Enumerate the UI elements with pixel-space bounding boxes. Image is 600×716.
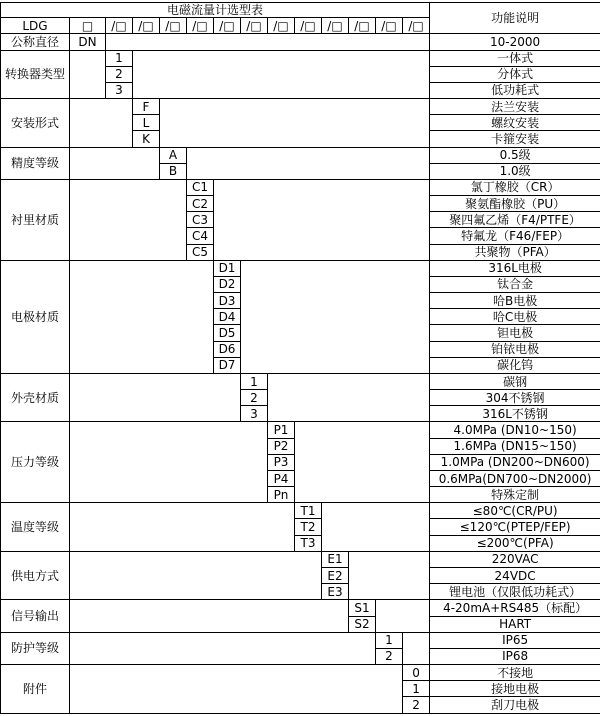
code-cell: 1 [241,373,268,389]
model-slot: /□ [295,18,322,34]
spacer-cell [133,50,430,99]
desc-cell: IP68 [430,648,600,664]
spacer-cell [70,373,241,422]
table-row [1,179,600,195]
desc-cell: 卡箍安装 [430,131,600,147]
code-cell: 2 [106,66,133,82]
desc-cell: 哈B电极 [430,293,600,309]
code-cell: P2 [268,438,295,454]
code-cell: D5 [214,325,241,341]
code-cell: P1 [268,422,295,438]
code-cell: C2 [187,196,214,212]
spacer-cell [70,179,187,260]
spacer-cell [70,260,214,373]
category-label: 防护等级 [1,632,70,664]
table-row [1,600,600,616]
category-label: 外壳材质 [1,373,70,422]
spacer-cell [268,373,430,422]
desc-cell: ≤80℃(CR/PU) [430,503,600,519]
code-cell: 3 [106,82,133,98]
table-row [1,422,600,438]
code-cell: T3 [295,535,322,551]
table-row [1,99,600,115]
table-row [1,50,600,66]
desc-cell: 法兰安装 [430,99,600,115]
category-label: 公称直径 [1,34,70,50]
model-slot: /□ [376,18,403,34]
spacer-cell [376,600,430,632]
desc-cell: 304不锈钢 [430,390,600,406]
spacer-cell [70,600,349,632]
category-label: 安装形式 [1,99,70,148]
code-cell: T2 [295,519,322,535]
table-row [1,34,600,50]
table-row [1,665,600,681]
table-row [1,373,600,389]
table-row [1,3,600,18]
code-cell: E1 [322,551,349,567]
spacer-cell [70,50,106,99]
desc-cell: 0.5级 [430,147,600,163]
code-cell: D1 [214,260,241,276]
code-cell: C3 [187,212,214,228]
spacer-cell [295,422,430,503]
spacer-cell [322,503,430,552]
desc-cell: 聚氨酯橡胶（PU） [430,196,600,212]
code-cell: 2 [241,390,268,406]
desc-cell: 氯丁橡胶（CR） [430,179,600,195]
desc-cell: 316L电极 [430,260,600,276]
desc-cell: 不接地 [430,665,600,681]
category-label: 压力等级 [1,422,70,503]
code-cell: D4 [214,309,241,325]
desc-cell: HART [430,616,600,632]
code-cell: DN [70,34,106,50]
spacer-cell [214,179,430,260]
desc-cell: ≤120℃(PTEP/FEP) [430,519,600,535]
desc-cell: 特殊定制 [430,487,600,503]
code-cell: D7 [214,357,241,373]
code-cell: P3 [268,454,295,470]
category-label: 衬里材质 [1,179,70,260]
desc-cell: 碳化钨 [430,357,600,373]
function-header: 功能说明 [430,3,600,34]
spacer-cell [70,503,295,552]
model-slot: /□ [322,18,349,34]
table-row [1,260,600,276]
desc-cell: 1.0MPa (DN200~DN600) [430,454,600,470]
desc-cell: 4.0MPa (DN10~150) [430,422,600,438]
table-title: 电磁流量计选型表 [1,3,430,18]
category-label: 附件 [1,665,70,714]
code-cell: C5 [187,244,214,260]
code-cell: D6 [214,341,241,357]
code-cell: B [160,163,187,179]
desc-cell: 4-20mA+RS485（标配） [430,600,600,616]
code-cell: A [160,147,187,163]
desc-cell: IP65 [430,632,600,648]
desc-cell: 钛合金 [430,276,600,292]
desc-cell: 1.6MPa (DN15~150) [430,438,600,454]
model-slot: /□ [268,18,295,34]
category-label: 温度等级 [1,503,70,552]
code-cell: C1 [187,179,214,195]
spacer-cell [70,422,268,503]
code-cell: 1 [376,632,403,648]
spacer-cell [403,632,430,664]
desc-cell: 220VAC [430,551,600,567]
desc-cell: 1.0级 [430,163,600,179]
code-cell: Pn [268,487,295,503]
selection-table [0,2,600,714]
table-row [1,147,600,163]
model-slot: /□ [403,18,430,34]
table-row [1,632,600,648]
model-slot: /□ [160,18,187,34]
spacer-cell [160,99,430,148]
desc-cell: 锂电池（仅限低功耗式） [430,584,600,600]
desc-cell: 低功耗式 [430,82,600,98]
table-row [1,503,600,519]
code-cell: P4 [268,470,295,486]
model-prefix: LDG [1,18,70,34]
code-cell: 2 [376,648,403,664]
model-slot: /□ [349,18,376,34]
spacer-cell [349,551,430,600]
category-label: 电极材质 [1,260,70,373]
model-slot: /□ [241,18,268,34]
desc-cell: 接地电极 [430,681,600,697]
code-cell: T1 [295,503,322,519]
desc-cell: 0.6MPa(DN700~DN2000) [430,470,600,486]
category-label: 精度等级 [1,147,70,179]
desc-cell: 聚四氟乙烯（F4/PTFE） [430,212,600,228]
table-row [1,551,600,567]
desc-cell: 螺纹安装 [430,115,600,131]
spacer-cell [70,551,322,600]
desc-cell: 刮刀电极 [430,697,600,714]
spacer-cell [187,147,430,179]
model-slot: /□ [106,18,133,34]
code-cell: D2 [214,276,241,292]
category-label: 信号输出 [1,600,70,632]
code-cell: E3 [322,584,349,600]
desc-cell: 316L不锈钢 [430,406,600,422]
code-cell: 1 [106,50,133,66]
category-label: 供电方式 [1,551,70,600]
code-cell: S2 [349,616,376,632]
code-cell: 2 [403,697,430,714]
desc-cell: 一体式 [430,50,600,66]
category-label: 转换器类型 [1,50,70,99]
spacer-cell [241,260,430,373]
model-box: □ [70,18,106,34]
code-cell: F [133,99,160,115]
desc-cell: 分体式 [430,66,600,82]
desc-cell: 哈C电极 [430,309,600,325]
desc-cell: 碳钢 [430,373,600,389]
desc-cell: 特氟龙（F46/FEP） [430,228,600,244]
desc-cell: 24VDC [430,568,600,584]
desc-cell: 共聚物（PFA） [430,244,600,260]
spacer-cell [106,34,430,50]
model-slot: /□ [187,18,214,34]
desc-cell: 铂铱电极 [430,341,600,357]
code-cell: L [133,115,160,131]
model-slot: /□ [133,18,160,34]
code-cell: 3 [241,406,268,422]
code-cell: D3 [214,293,241,309]
code-cell: 0 [403,665,430,681]
desc-cell: 10-2000 [430,34,600,50]
code-cell: S1 [349,600,376,616]
code-cell: K [133,131,160,147]
spacer-cell [70,665,403,714]
code-cell: E2 [322,568,349,584]
code-cell: 1 [403,681,430,697]
spacer-cell [70,147,160,179]
desc-cell: 钽电极 [430,325,600,341]
spacer-cell [70,99,133,148]
desc-cell: ≤200℃(PFA) [430,535,600,551]
spacer-cell [70,632,376,664]
code-cell: C4 [187,228,214,244]
model-slot: /□ [214,18,241,34]
